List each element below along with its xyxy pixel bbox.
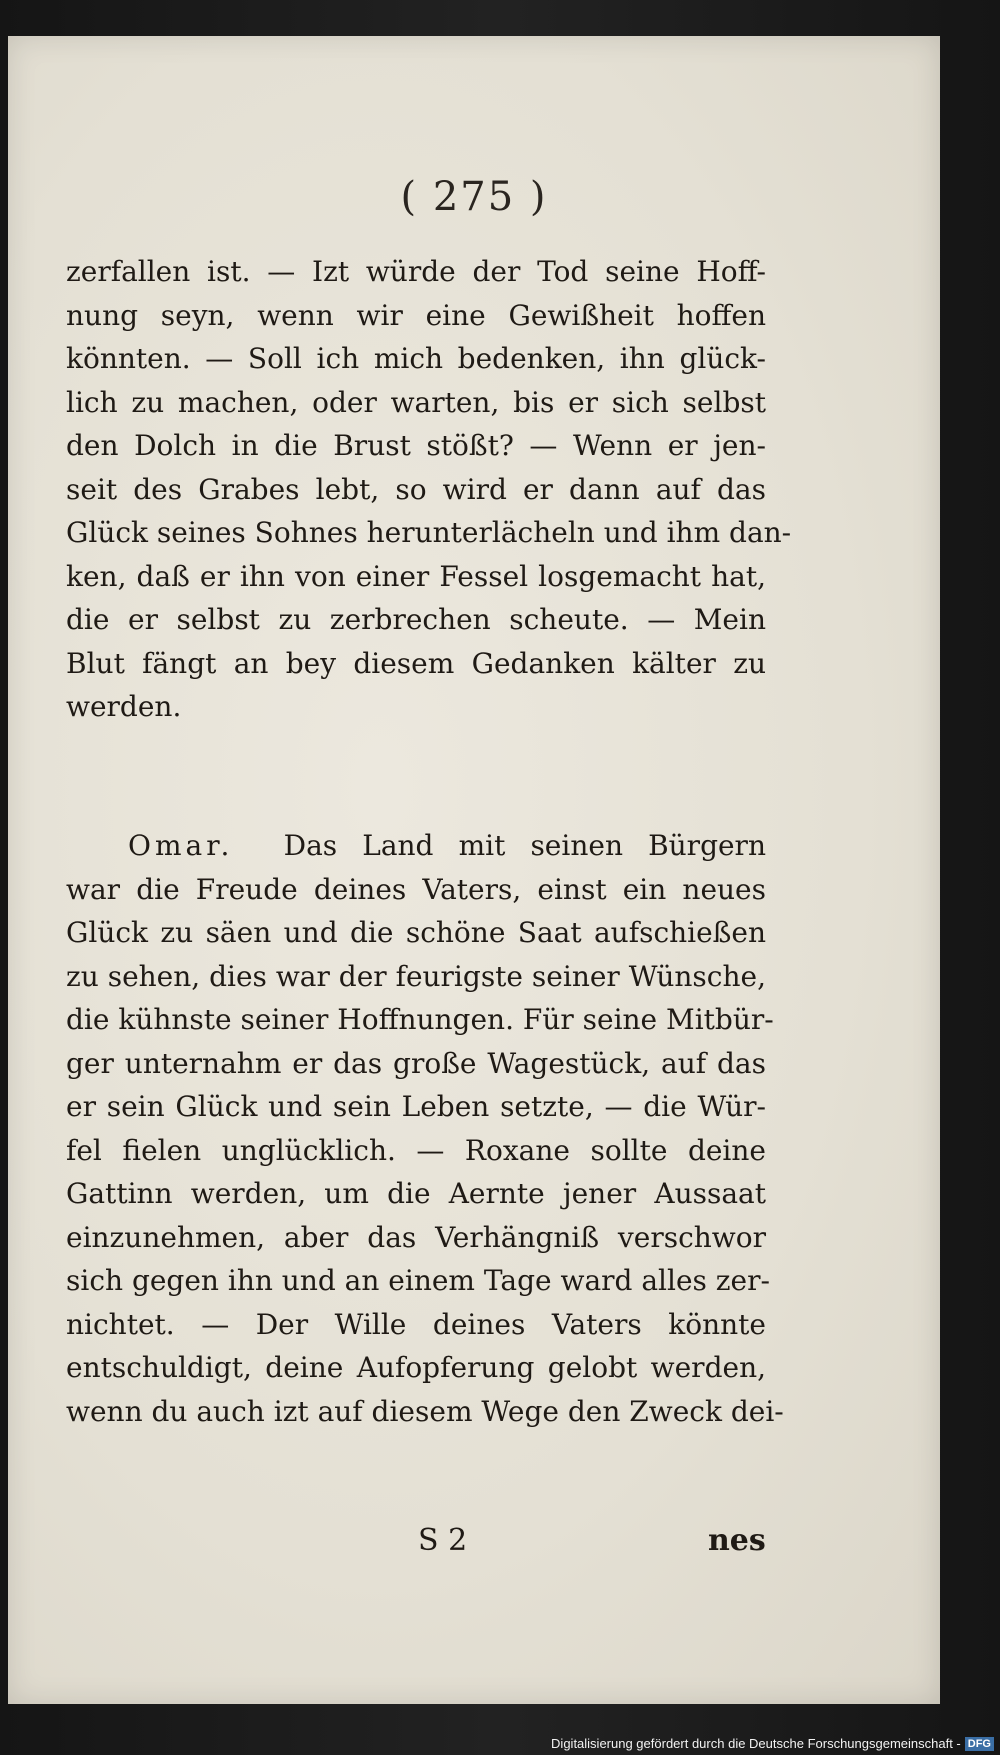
text-line: war die Freude deines Vaters, einst ein neues — [66, 872, 766, 906]
text-line: sich gegen ihn und an einem Tage ward alles zer- — [66, 1264, 770, 1297]
text-line: Glück zu säen und die schöne Saat aufschießen — [66, 916, 766, 949]
paragraph-2 — [66, 824, 784, 1433]
text-line: er sein Glück und sein Leben setzte, — die Wür- — [66, 1090, 766, 1123]
text-line: die er selbst zu zerbrechen scheute. — Mein — [66, 603, 766, 636]
text-line: die kühnste seiner Hoffnungen. Für seine Mitbür- — [66, 1003, 774, 1036]
text-line: Glück seines Sohnes herunterlächeln und ihm dan- — [66, 516, 792, 549]
text-line: ken, daß er ihn von einer Fessel losgemacht hat, — [66, 559, 766, 593]
paragraph-1 — [66, 250, 792, 729]
text-line: lich zu machen, oder warten, bis er sich selbst — [66, 385, 766, 419]
text-line: ger unternahm er das große Wagestück, auf das — [66, 1046, 766, 1080]
speaker-name: Omar. — [128, 829, 234, 862]
speaker-line — [66, 824, 766, 868]
text-line-start: Das Land mit seinen Bürgern — [283, 829, 766, 862]
text-line: entschuldigt, deine Aufopferung gelobt werden, — [66, 1351, 766, 1384]
text-line: werden. — [66, 690, 182, 723]
catchword: nes — [708, 1523, 766, 1558]
page-number: ( 275 ) — [400, 174, 548, 220]
credit-text: Digitalisierung gefördert durch die Deutsche Forschungsgemeinschaft - — [551, 1736, 961, 1751]
text-line: Blut fängt an bey diesem Gedanken kälter zu — [66, 646, 766, 680]
text-line: wenn du auch izt auf diesem Wege den Zweck dei- — [66, 1394, 784, 1428]
text-line: zerfallen ist. — Izt würde der Tod seine Hoff- — [66, 255, 766, 288]
text-line: nichtet. — Der Wille deines Vaters könnte — [66, 1307, 766, 1341]
dfg-logo: DFG — [965, 1737, 994, 1751]
text-line: könnten. — Soll ich mich bedenken, ihn glück- — [66, 342, 766, 375]
text-line: seit des Grabes lebt, so wird er dann auf das — [66, 472, 766, 506]
text-line: fel fielen unglücklich. — Roxane sollte deine — [66, 1133, 766, 1167]
text-line: nung seyn, wenn wir eine Gewißheit hoffen — [66, 298, 766, 332]
text-line: einzunehmen, aber das Verhängniß verschwor — [66, 1220, 766, 1254]
signature-mark: S 2 — [418, 1523, 468, 1558]
text-line: Gattinn werden, um die Aernte jener Aussaat — [66, 1177, 766, 1210]
text-line: den Dolch in die Brust stößt? — Wenn er jen- — [66, 429, 766, 462]
text-line: zu sehen, dies war der feurigste seiner Wünsche, — [66, 959, 766, 993]
book-page — [8, 36, 940, 1704]
digitization-credit — [551, 1736, 994, 1751]
